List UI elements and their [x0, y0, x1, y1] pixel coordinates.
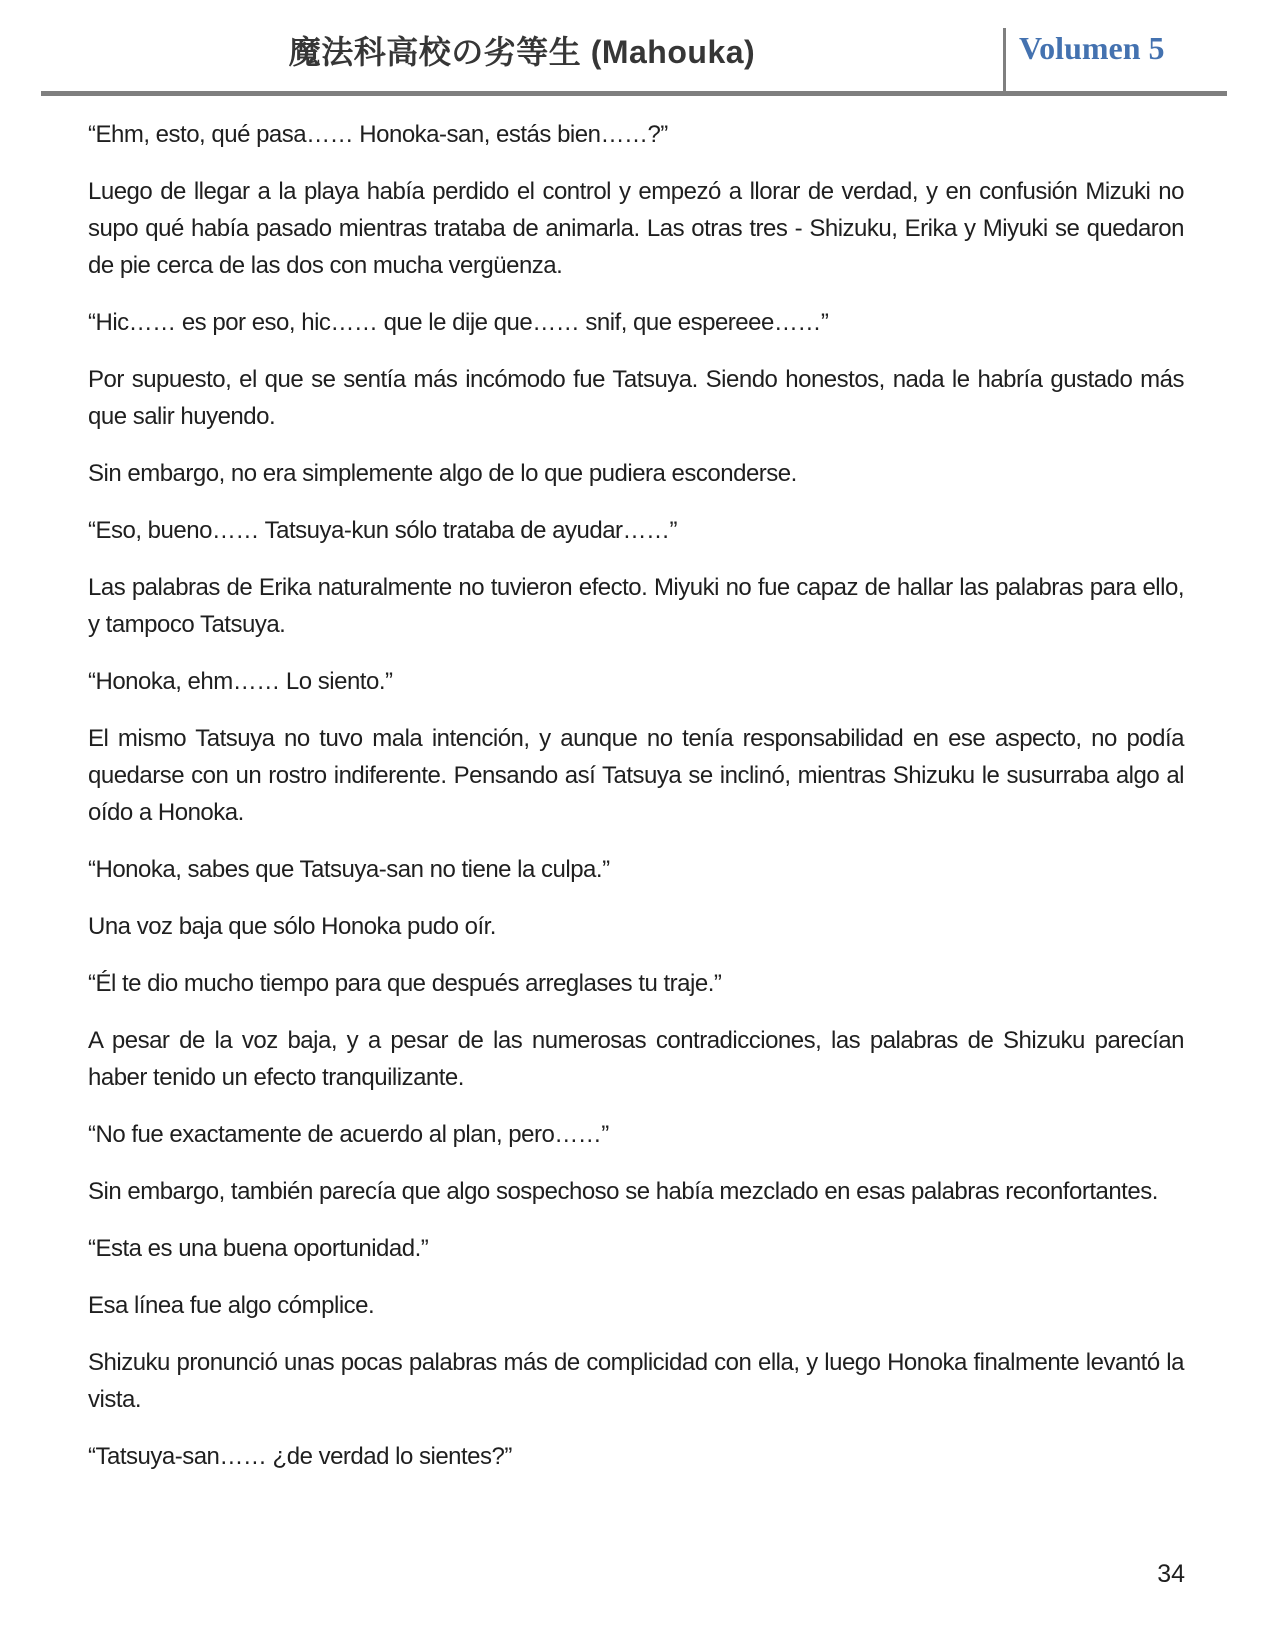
paragraph: Sin embargo, no era simplemente algo de lo que pudiera esconderse. — [88, 460, 797, 487]
paragraph: “Ehm, esto, qué pasa…… Honoka-san, estás bien……?” — [88, 121, 668, 148]
paragraph: A pesar de la voz baja, y a pesar de las numerosas contradicciones, las palabras de Shizuku parecían haber tenido un efecto tranquilizante. — [88, 1027, 1184, 1091]
paragraph: “Honoka, ehm…… Lo siento.” — [88, 668, 393, 695]
volume-label: Volumen 5 — [1019, 30, 1165, 66]
paragraph: “Él te dio mucho tiempo para que después arreglases tu traje.” — [88, 970, 722, 997]
paragraph: Una voz baja que sólo Honoka pudo oír. — [88, 913, 496, 940]
paragraph: “No fue exactamente de acuerdo al plan, pero……” — [88, 1121, 609, 1148]
paragraph: “Eso, bueno…… Tatsuya-kun sólo trataba de ayudar……” — [88, 517, 678, 544]
paragraph: Luego de llegar a la playa había perdido el control y empezó a llorar de verdad, y en confusión Mizuki no supo qué había pasado mientras trataba de animarla. Las otras tres - Shizuku, Erika y Miyuki se quedaron de pie cerca de las dos con mucha vergüenza. — [88, 178, 1184, 279]
paragraph: El mismo Tatsuya no tuvo mala intención, y aunque no tenía responsabilidad en ese aspecto, no podía quedarse con un rostro indiferente. Pensando así Tatsuya se inclinó, mientras Shizuku le susurraba algo al oído a Honoka. — [88, 725, 1184, 826]
paragraph: Las palabras de Erika naturalmente no tuvieron efecto. Miyuki no fue capaz de hallar las palabras para ello, y tampoco Tatsuya. — [88, 574, 1184, 638]
header-vertical-divider — [1003, 28, 1006, 91]
paragraph: “Hic…… es por eso, hic…… que le dije que…… snif, que espereee……” — [88, 309, 829, 336]
page-number: 34 — [1157, 1560, 1185, 1588]
header-title-area — [41, 0, 1003, 91]
page-title: 魔法科高校の劣等生 (Mahouka) — [288, 33, 756, 70]
paragraph: “Honoka, sabes que Tatsuya-san no tiene la culpa.” — [88, 856, 610, 883]
paragraph: Esa línea fue algo cómplice. — [88, 1292, 375, 1319]
paragraph: Por supuesto, el que se sentía más incómodo fue Tatsuya. Siendo honestos, nada le habría gustado más que salir huyendo. — [88, 366, 1184, 430]
paragraph: Sin embargo, también parecía que algo sospechoso se había mezclado en esas palabras reconfortantes. — [88, 1178, 1158, 1205]
page-header — [41, 0, 1227, 96]
paragraph: Shizuku pronunció unas pocas palabras más de complicidad con ella, y luego Honoka finalmente levantó la vista. — [88, 1349, 1184, 1413]
paragraph: “Tatsuya-san…… ¿de verdad lo sientes?” — [88, 1443, 512, 1470]
paragraph: “Esta es una buena oportunidad.” — [88, 1235, 429, 1262]
document-content — [88, 116, 1184, 1495]
